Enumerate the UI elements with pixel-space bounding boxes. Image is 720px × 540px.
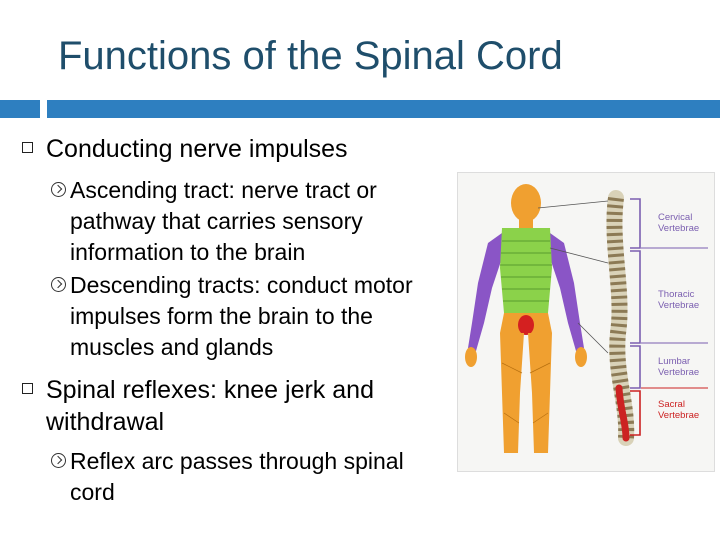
label-thoracic-vertebrae: Vertebrae (658, 300, 700, 311)
label-sacral-vertebrae: Vertebrae (658, 410, 700, 421)
label-lumbar: Lumbar (658, 356, 691, 367)
left-leg-shape (500, 333, 524, 453)
label-lumbar-vertebrae: Vertebrae (658, 367, 700, 378)
square-bullet-icon (22, 142, 33, 153)
right-hand-shape (575, 347, 587, 367)
sub-bullet-ascending-tract (51, 175, 441, 268)
dermatome-illustration (458, 173, 716, 473)
title-underline-small (0, 100, 40, 118)
slide-title: Functions of the Spinal Cord (58, 34, 563, 78)
title-underline-bar (47, 100, 720, 118)
square-bullet-icon (22, 383, 33, 394)
label-cervical: Cervical (658, 212, 693, 223)
sacral-region-shape (518, 315, 534, 335)
vertebral-column (614, 198, 626, 438)
right-arm-shape (550, 233, 584, 351)
target-bullet-icon (51, 182, 66, 197)
sub-bullet-descending-tracts (51, 270, 443, 363)
label-thoracic: Thoracic (658, 289, 695, 300)
sub-bullet-text: Ascending tract: nerve tract or pathway that carries sensory information to the brain (70, 177, 377, 265)
sub-bullet-text: Reflex arc passes through spinal cord (70, 448, 404, 505)
left-arm-shape (468, 233, 502, 351)
bullet-spinal-reflexes (22, 374, 452, 438)
bullet-conducting-impulses (22, 133, 442, 165)
head-shape (511, 184, 541, 222)
region-brackets (630, 199, 640, 435)
left-hand-shape (465, 347, 477, 367)
neck-shape (519, 218, 533, 228)
spinal-dermatome-figure (457, 172, 715, 472)
target-bullet-icon (51, 453, 66, 468)
bullet-text: Conducting nerve impulses (46, 135, 348, 163)
sub-bullet-text: Descending tracts: conduct motor impulses form the brain to the muscles and glands (70, 272, 413, 360)
right-leg-shape (528, 333, 552, 453)
label-sacral: Sacral (658, 399, 685, 410)
target-bullet-icon (51, 277, 66, 292)
sub-bullet-reflex-arc (51, 446, 446, 508)
label-cervical-vertebrae: Vertebrae (658, 223, 700, 234)
bullet-text: Spinal reflexes: knee jerk and withdrawal (46, 376, 374, 436)
